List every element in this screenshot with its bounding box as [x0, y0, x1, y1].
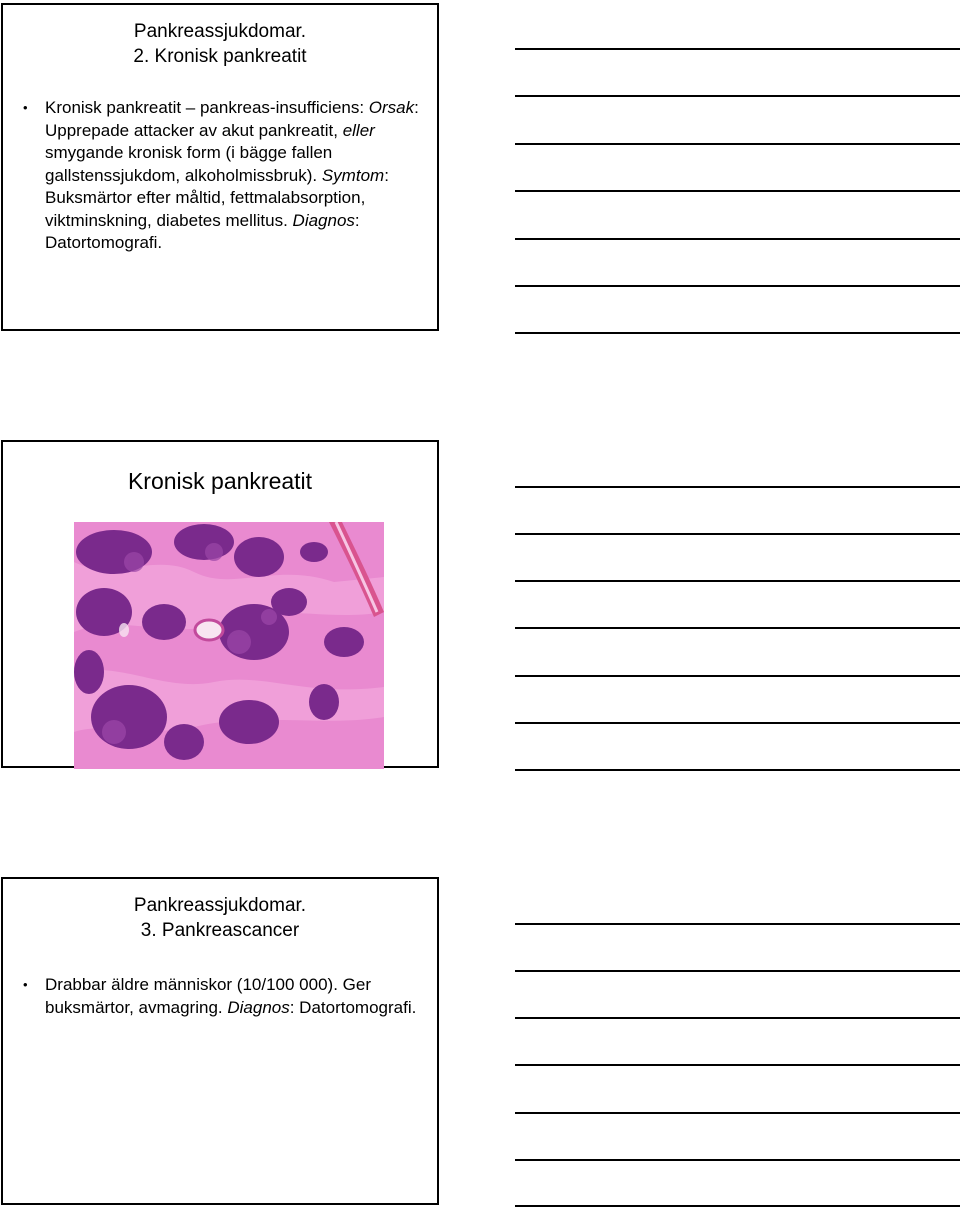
text-run: : Upprepade attacker av akut pankreatit, — [45, 98, 419, 140]
note-line — [515, 1112, 960, 1114]
note-line — [515, 48, 960, 50]
slide-1-bullet-text — [45, 97, 425, 255]
note-line — [515, 769, 960, 771]
histology-image — [74, 522, 384, 769]
note-line — [515, 675, 960, 677]
text-run-italic: Diagnos — [227, 997, 290, 1017]
note-line — [515, 533, 960, 535]
slide-2 — [1, 440, 439, 768]
note-line — [515, 190, 960, 192]
slide-1-title-line-2: 2. Kronisk pankreatit — [133, 46, 307, 67]
note-line — [515, 1017, 960, 1019]
note-line — [515, 923, 960, 925]
slide-1-title-line-1: Pankreassjukdomar. — [133, 21, 307, 42]
text-run-italic: Orsak — [368, 98, 415, 117]
slide-3-bullet-text — [45, 974, 425, 1019]
slide-3-bullet — [25, 974, 425, 1019]
note-line — [515, 486, 960, 488]
text-run: Kronisk pankreatit – pankreas-insufficiens: — [45, 98, 369, 117]
bullet-icon: • — [23, 100, 28, 115]
slide-3-title-line-1: Pankreassjukdomar. — [133, 895, 307, 916]
text-run: : Buksmärtor efter måltid, fettmalabsorption, viktminskning, diabetes mellitus. — [45, 165, 389, 230]
note-line — [515, 1159, 960, 1161]
note-line — [515, 95, 960, 97]
slide-1-bullet — [25, 97, 425, 255]
text-run-italic: Symtom — [321, 165, 385, 185]
slide-3 — [1, 877, 439, 1205]
note-line — [515, 580, 960, 582]
note-line — [515, 143, 960, 145]
note-line — [515, 1205, 960, 1207]
slide-2-title: Kronisk pankreatit — [127, 468, 313, 494]
text-run-italic: Diagnos — [292, 210, 355, 230]
note-line — [515, 1064, 960, 1066]
text-run: Drabbar äldre människor (10/100 000). Ger buksmärtor, avmagring. — [45, 975, 371, 1017]
text-run: smygande kronisk form (i bägge fallen gallstenssjukdom, alkoholmissbruk). — [45, 143, 333, 185]
text-run-italic: eller — [342, 120, 375, 140]
slide-3-title-line-2: 3. Pankreascancer — [140, 920, 300, 941]
text-run: : Datortomografi. — [289, 997, 417, 1017]
slide-3-title — [3, 893, 437, 943]
note-line — [515, 970, 960, 972]
note-line — [515, 285, 960, 287]
text-run: : Datortomografi. — [45, 210, 360, 252]
bullet-icon: • — [23, 977, 28, 992]
note-line — [515, 238, 960, 240]
histology-micrograph — [74, 522, 384, 769]
note-line — [515, 627, 960, 629]
slide-1-title — [3, 19, 437, 69]
slide-1 — [1, 3, 439, 331]
note-line — [515, 332, 960, 334]
note-line — [515, 722, 960, 724]
